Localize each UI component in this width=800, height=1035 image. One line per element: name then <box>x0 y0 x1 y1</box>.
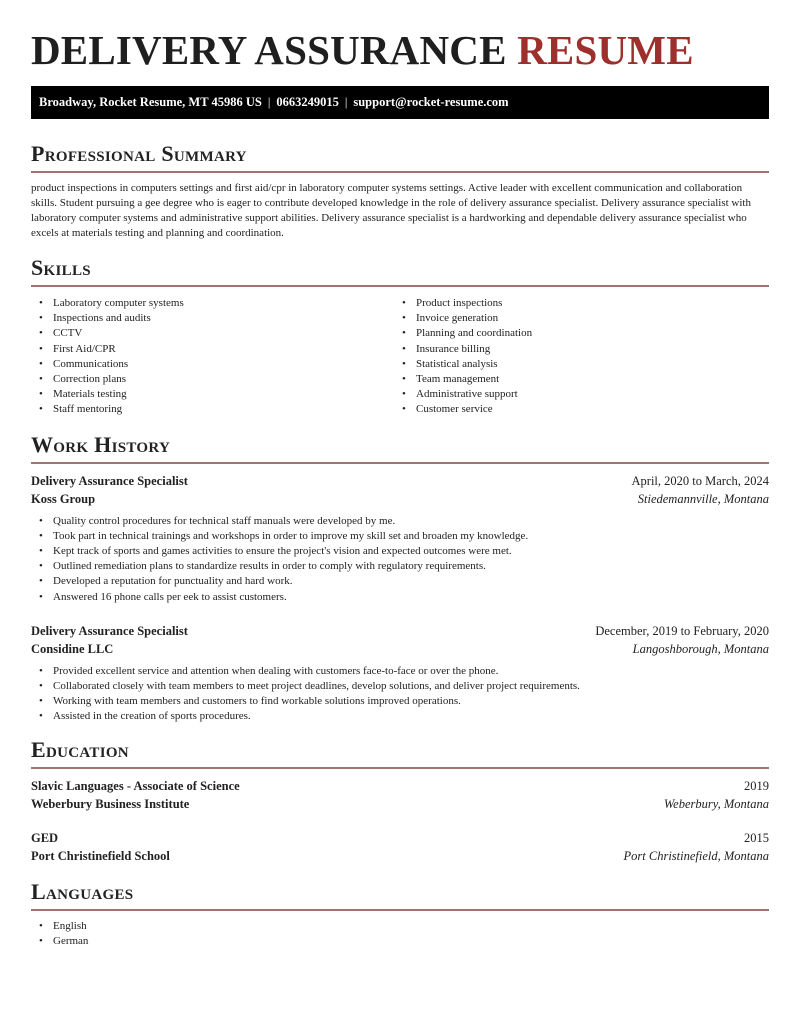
title-accent: RESUME <box>517 27 694 73</box>
list-item: • Materials testing <box>31 387 394 402</box>
list-item: • Developed a reputation for punctuality and hard work. <box>31 574 769 589</box>
education-degree: GED <box>31 830 59 845</box>
list-item: • Laboratory computer systems <box>31 296 394 311</box>
list-item: • Administrative support <box>394 387 757 402</box>
work-section <box>31 432 769 725</box>
education-location: Port Christinefield, Montana <box>623 848 769 863</box>
skills-right-list <box>394 296 757 418</box>
section-title-education: Education <box>31 736 129 762</box>
education-entry <box>31 777 769 813</box>
resume-title <box>31 26 769 74</box>
summary-text: product inspections in computers settings and first aid/cpr in laboratory computer systems settings. Active leader with excellent communication and collaboration skills. Student pursuing a gee degree who is eager to contribute developed knowledge in the role of delivery assurance specialist. Delivery assurance specialist with laboratory computer systems and administrative support abilities. Delivery assurance specialist is a hardworking and dependable delivery assurance specialist who excels at materials testing and planning and coordination. <box>31 182 751 239</box>
job-location: Langoshborough, Montana <box>632 641 769 656</box>
contact-separator: | <box>344 95 348 109</box>
section-title-languages: Languages <box>31 878 134 904</box>
section-divider <box>31 767 769 769</box>
section-divider <box>31 909 769 911</box>
contact-address: Broadway, Rocket Resume, MT 45986 US <box>39 95 262 109</box>
section-divider <box>31 285 769 287</box>
languages-list <box>31 919 769 949</box>
contact-separator: | <box>267 95 271 109</box>
list-item: • Provided excellent service and attention when dealing with customers face-to-face or over the phone. <box>31 664 769 679</box>
section-title-summary: Professional Summary <box>31 141 247 166</box>
education-location: Weberbury, Montana <box>663 796 769 811</box>
contact-bar <box>31 86 769 119</box>
section-title-work: Work History <box>31 431 171 457</box>
job-dates: April, 2020 to March, 2024 <box>631 473 769 488</box>
job-location: Stiedemannville, Montana <box>637 491 769 506</box>
list-item: • Staff mentoring <box>31 402 394 417</box>
skills-section <box>31 255 769 418</box>
list-item: • Collaborated closely with team members to meet project deadlines, develop solutions, and deliver project requirements. <box>31 679 769 694</box>
education-degree: Slavic Languages - Associate of Science <box>31 778 240 793</box>
list-item: • Invoice generation <box>394 311 757 326</box>
contact-phone: 0663249015 <box>276 95 339 109</box>
job-role: Delivery Assurance Specialist <box>31 473 188 488</box>
list-item: • Communications <box>31 357 394 372</box>
list-item: • Answered 16 phone calls per eek to assist customers. <box>31 590 769 605</box>
education-year: 2015 <box>744 830 769 845</box>
summary-section <box>31 141 769 241</box>
education-year: 2019 <box>744 778 769 793</box>
section-divider <box>31 462 769 464</box>
title-main: DELIVERY ASSURANCE <box>31 27 507 73</box>
list-item: • Outlined remediation plans to standardize results in order to comply with regulatory requirements. <box>31 559 769 574</box>
list-item: • Took part in technical trainings and workshops in order to improve my skill set and broaden my knowledge. <box>31 529 769 544</box>
list-item: • CCTV <box>31 326 394 341</box>
list-item: • Customer service <box>394 402 757 417</box>
list-item: • Correction plans <box>31 372 394 387</box>
skills-columns <box>31 296 769 418</box>
list-item: • Team management <box>394 372 757 387</box>
job-role: Delivery Assurance Specialist <box>31 623 188 638</box>
section-divider <box>31 171 769 173</box>
list-item: • English <box>31 919 769 934</box>
education-section <box>31 737 769 865</box>
skills-left-list <box>31 296 394 418</box>
job-entry <box>31 472 769 605</box>
job-entry <box>31 622 769 725</box>
resume-page <box>31 0 769 949</box>
languages-section <box>31 879 769 949</box>
list-item: • Inspections and audits <box>31 311 394 326</box>
list-item: • First Aid/CPR <box>31 342 394 357</box>
job-bullets <box>31 664 769 725</box>
list-item: • Kept track of sports and games activities to ensure the project's vision and expected outcomes were met. <box>31 544 769 559</box>
list-item: • Planning and coordination <box>394 326 757 341</box>
education-school: Weberbury Business Institute <box>31 796 190 811</box>
job-company: Considine LLC <box>31 641 114 656</box>
job-company: Koss Group <box>31 491 96 506</box>
list-item: • Insurance billing <box>394 342 757 357</box>
list-item: • German <box>31 934 769 949</box>
list-item: • Quality control procedures for technical staff manuals were developed by me. <box>31 514 769 529</box>
section-title-skills: Skills <box>31 255 91 280</box>
list-item: • Statistical analysis <box>394 357 757 372</box>
contact-email[interactable]: support@rocket-resume.com <box>353 95 509 109</box>
list-item: • Product inspections <box>394 296 757 311</box>
list-item: • Assisted in the creation of sports procedures. <box>31 709 769 724</box>
job-dates: December, 2019 to February, 2020 <box>595 623 769 638</box>
education-school: Port Christinefield School <box>31 848 170 863</box>
education-entry <box>31 829 769 865</box>
list-item: • Working with team members and customers to find workable solutions improved operations. <box>31 694 769 709</box>
job-bullets <box>31 514 769 605</box>
